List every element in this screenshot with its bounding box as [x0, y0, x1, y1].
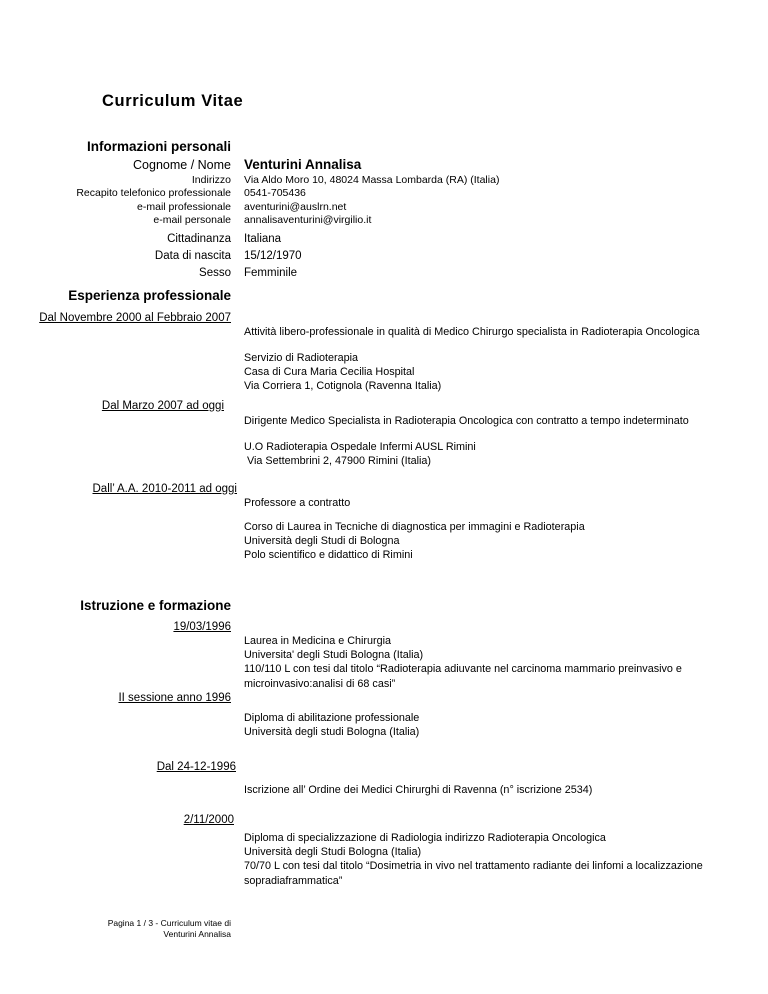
section-heading-personal: Informazioni personali: [86, 139, 231, 154]
experience-detail-line: U.O Radioterapia Ospedale Infermi AUSL Rimini: [244, 441, 476, 453]
experience-role: Attività libero-professionale in qualità di Medico Chirurgo specialista in Radioterapia Oncologica: [244, 326, 700, 338]
education-detail-line: sopradiaframmatica”: [244, 874, 343, 887]
birth-label: Data di nascita: [154, 250, 231, 262]
education-detail-line: microinvasivo:analisi di 68 casi”: [244, 677, 396, 690]
education-date: 19/03/1996: [173, 621, 231, 633]
education-date: 2/11/2000: [183, 814, 234, 826]
education-detail-line: 110/110 L con tesi dal titolo “Radioterapia adiuvante nel carcinoma mammario preinvasivo e: [244, 663, 682, 676]
experience-detail-line: Università degli Studi di Bologna: [244, 535, 400, 548]
address-value: Via Aldo Moro 10, 48024 Massa Lombarda (RA) (Italia): [244, 174, 500, 186]
footer-page-info: Pagina 1 / 3 - Curriculum vitae di: [107, 918, 231, 928]
email-pro-value: aventurini@auslrn.net: [244, 201, 347, 213]
education-details: [244, 711, 714, 739]
footer-author: Venturini Annalisa: [163, 929, 231, 939]
education-detail-line: Iscrizione all’ Ordine dei Medici Chirurghi di Ravenna (n° iscrizione 2534): [244, 784, 593, 796]
citizenship-label: Cittadinanza: [167, 233, 231, 245]
experience-details: [244, 440, 714, 468]
experience-details: [244, 351, 714, 394]
phone-label: Recapito telefonico professionale: [76, 187, 231, 199]
email-pro-label: e-mail professionale: [137, 201, 231, 213]
experience-date: Dall’ A.A. 2010-2011 ad oggi: [92, 483, 237, 495]
page-footer: [71, 918, 231, 940]
education-details: [244, 634, 714, 691]
education-detail-line: Università degli Studi Bologna (Italia): [244, 846, 422, 859]
experience-detail-line: Casa di Cura Maria Cecilia Hospital: [244, 366, 415, 379]
experience-detail-line: Corso di Laurea in Tecniche di diagnostica per immagini e Radioterapia: [244, 521, 585, 533]
education-detail-line: Universita' degli Studi Bologna (Italia): [244, 649, 424, 662]
education-detail-line: Diploma di specializzazione di Radiologia indirizzo Radioterapia Oncologica: [244, 832, 606, 844]
experience-role: Professore a contratto: [244, 497, 351, 509]
experience-detail-line: Polo scientifico e didattico di Rimini: [244, 549, 413, 562]
email-pers-label: e-mail personale: [153, 214, 231, 226]
sex-value: Femminile: [244, 267, 298, 279]
experience-date: Dal Novembre 2000 al Febbraio 2007: [39, 312, 231, 324]
experience-role: Dirigente Medico Specialista in Radioterapia Oncologica con contratto a tempo indeterminato: [244, 415, 689, 427]
birth-value: 15/12/1970: [244, 250, 302, 262]
education-date: Dal 24-12-1996: [156, 761, 236, 773]
education-details: [244, 831, 714, 888]
experience-detail-line: Via Corriera 1, Cotignola (Ravenna Italia): [244, 380, 442, 393]
section-heading-experience: Esperienza professionale: [68, 288, 231, 303]
experience-details: [244, 520, 714, 563]
education-detail-line: Laurea in Medicina e Chirurgia: [244, 635, 392, 647]
education-detail-line: 70/70 L con tesi dal titolo “Dosimetria in vivo nel trattamento radiante dei linfomi a localizzazione: [244, 860, 703, 873]
sex-label: Sesso: [199, 267, 231, 279]
education-detail-line: Università degli studi Bologna (Italia): [244, 726, 420, 739]
education-date: II sessione anno 1996: [118, 692, 231, 704]
address-label: Indirizzo: [191, 174, 231, 186]
citizenship-value: Italiana: [244, 233, 282, 245]
page-title: Curriculum Vitae: [102, 92, 244, 110]
email-pers-value: annalisaventurini@virgilio.it: [244, 214, 372, 226]
education-detail-line: Diploma di abilitazione professionale: [244, 712, 420, 724]
experience-detail-line: Servizio di Radioterapia: [244, 352, 359, 364]
name-label: Cognome / Nome: [133, 158, 231, 172]
section-heading-education: Istruzione e formazione: [80, 598, 231, 613]
experience-detail-line: Via Settembrini 2, 47900 Rimini (Italia): [244, 455, 432, 468]
full-name: Venturini Annalisa: [244, 157, 362, 172]
education-details: [244, 783, 714, 797]
phone-value: 0541-705436: [244, 187, 306, 199]
experience-date: Dal Marzo 2007 ad oggi: [101, 400, 224, 412]
